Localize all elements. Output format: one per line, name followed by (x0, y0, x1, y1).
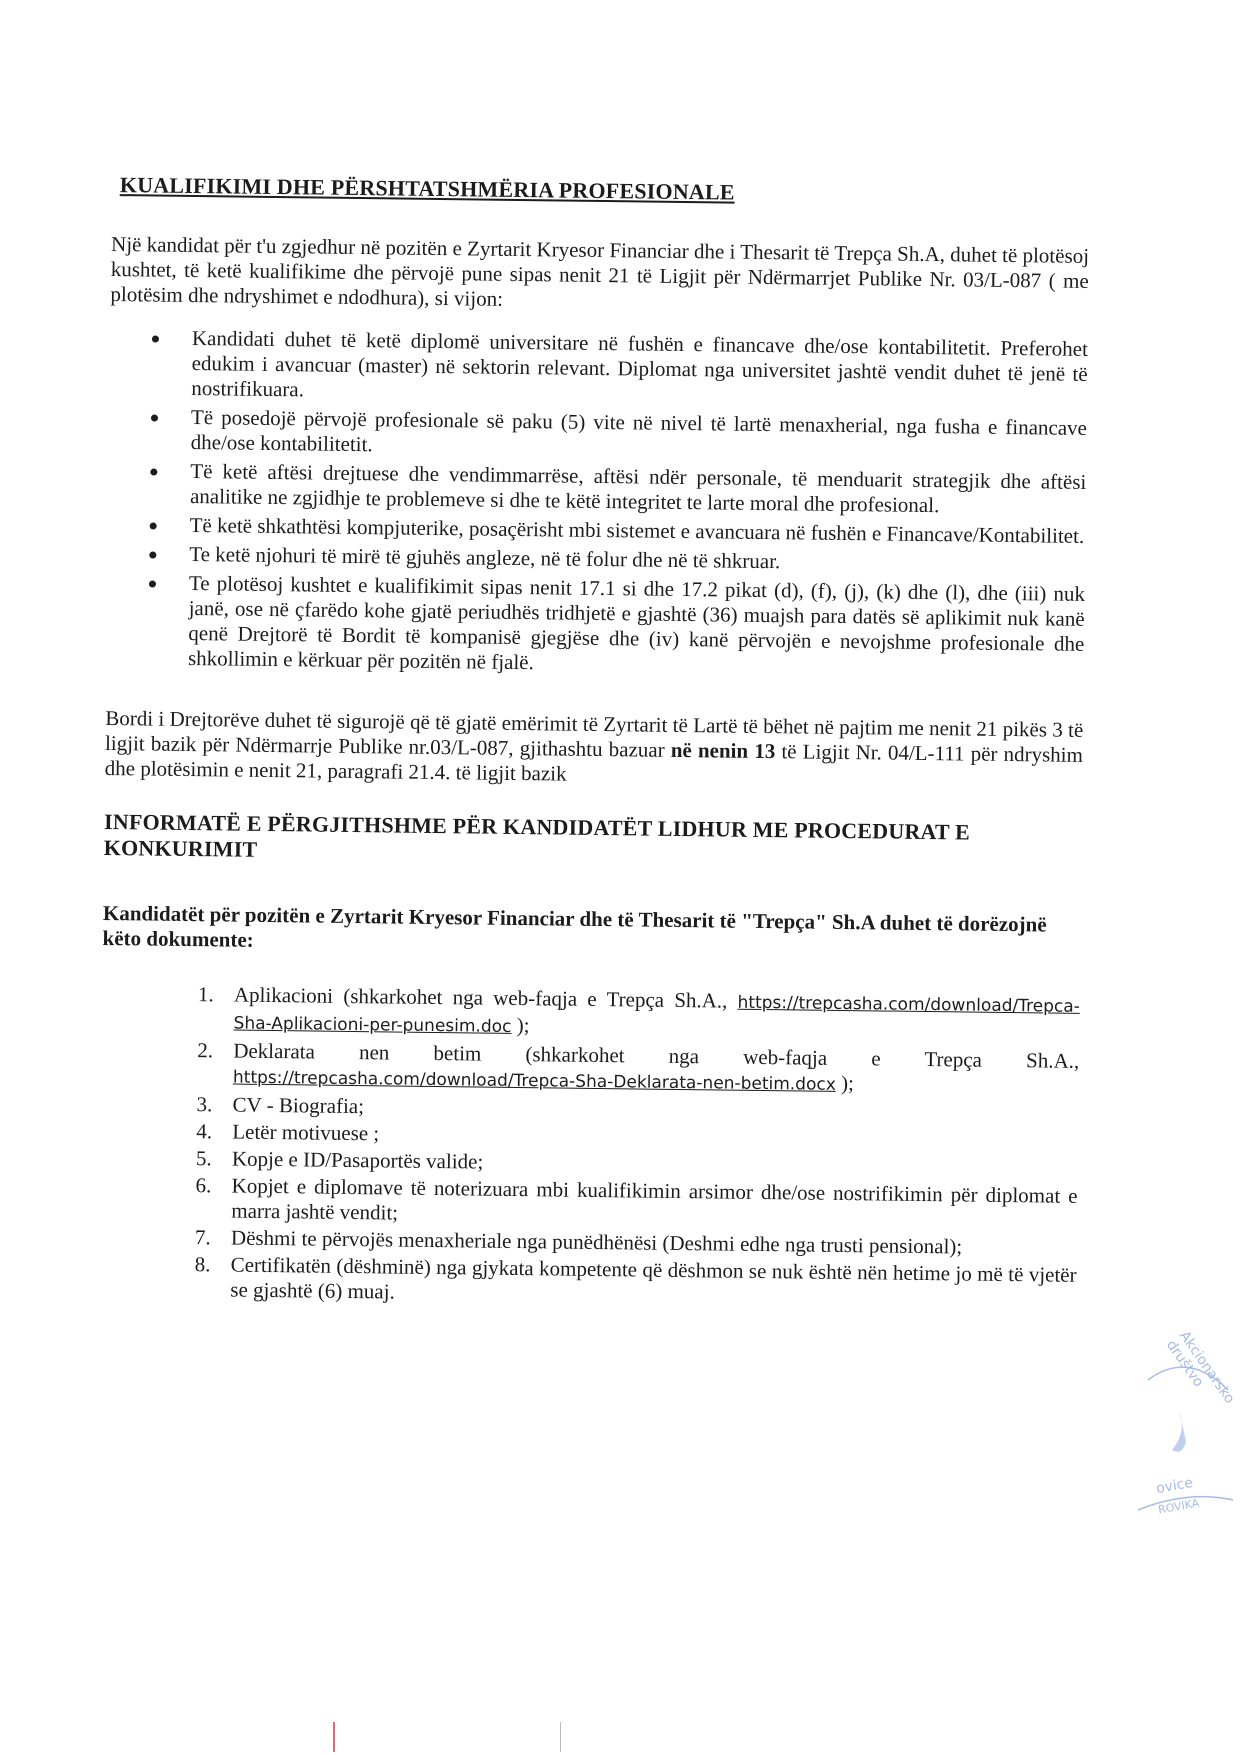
requirement-text: Kandidati duhet të ketë diplomë universitare në fushën e financave dhe/ose kontabilitetit. Preferohet edukim i avancuar (master) në sektorin relevant. Diplomat nga universitet jashtë vendit duhet të jenë të nostrifikuara. (191, 325, 1089, 402)
item-number: 2. (197, 1038, 214, 1063)
intro-paragraph: Një kandidat për t'u zgjedhur në pozitën e Zyrtarit Kryesor Financiar dhe i Thesarit të Trepça Sh.A, duhet të plotësoj kushtet, të ketë kualifikime dhe përvojë pune sipas nenit 21 të Ligjit për Ndërmarrjet Publike Nr. 03/L-087 ( me plotësim dhe ndryshimet e ndodhura), si vijon: (110, 231, 1090, 311)
requirement-text: Të ketë shkathtësi kompjuterike, posaçërisht mbi sistemet e avancuara në fushën e Financave/Kontabilitet. (189, 512, 1085, 548)
bullet-icon (150, 522, 157, 529)
item-text: Kopjet e diplomave të noterizuara mbi kualifikimin arsimor dhe/ose nostrifikimin për diplomat e marra jashtë vendit; (231, 1173, 1078, 1225)
item-text: Aplikacioni (shkarkohet nga web-faqja e Trepça Sh.A., (233, 982, 738, 1013)
company-stamp (1128, 1328, 1238, 1520)
stamp-text-bottom: ovice (1154, 1474, 1195, 1498)
stamp-text-top: Akcionarsko društvo (1162, 1328, 1238, 1407)
bullet-icon (149, 551, 156, 558)
item-number: 4. (196, 1119, 213, 1144)
requirement-text: Të ketë aftësi drejtuese dhe vendimmarrëse, aftësi ndër personale, të menduarit strategjik dhe aftësi analitike ne zgjidhje te problemeve si dhe te këtë integritet te larte moral dhe profesional. (189, 458, 1087, 518)
item-number: 3. (196, 1092, 213, 1117)
document-body (98, 172, 1090, 1315)
requirement-text: Të posedojë përvojë profesionale së paku (5) vite në nivel të lartë menaxherial, nga fusha e financave dhe/ose kontabilitetit. (190, 404, 1088, 457)
requirement-text: Te plotësoj kushtet e kualifikimit sipas nenit 17.1 si dhe 17.2 pikat (d), (f), (j), (k) dhe (l), dhe (iii) nuk janë, ose në çfarëdo kohe gjatë periudhës tridhjetë e gjashtë (36) muajsh para datës së aplikimit nuk kanë qenë Drejtorë të Bordit të kompanisë gjegjëse dhe (iv) kanë përvojën e nevojshme profesionale dhe shkollimin e kërkuar për pozitën në fjalë. (187, 570, 1086, 675)
item-text: CV - Biografia; (232, 1092, 365, 1119)
list-item (195, 1173, 1078, 1234)
bullet-icon (149, 580, 156, 587)
list-item (191, 405, 1088, 466)
list-item (191, 326, 1088, 412)
item-tail: ); (511, 1012, 530, 1038)
bullet-icon (150, 468, 157, 475)
documents-intro: Kandidatët për pozitën e Zyrtarit Kryesor Financiar dhe të Thesarit të "Trepça" Sh.A duhet të dorëzojnë këto dokumente: (102, 900, 1047, 952)
item-text: Dëshmi te përvojës menaxheriale nga punëdhënësi (Deshmi edhe nga trusti pensional); (230, 1225, 963, 1259)
board-bold-ref: në nenin 13 (670, 737, 776, 764)
item-number: 5. (195, 1146, 212, 1171)
board-paragraph (105, 706, 1084, 793)
margin-mark (560, 1722, 561, 1752)
requirements-list (106, 325, 1088, 682)
item-number: 7. (194, 1225, 211, 1250)
list-item (190, 459, 1087, 520)
board-text-end: të Ligjit Nr. 04/L-111 për ndryshim dhe plotësimin e nenit 21, paragrafi 21.4. të ligjit bazik (104, 739, 1084, 786)
list-item (197, 1038, 1080, 1101)
item-tail: ); (835, 1070, 855, 1096)
item-text: Kopje e ID/Pasaportës valide; (231, 1146, 484, 1174)
item-number: 8. (194, 1252, 211, 1277)
item-number: 6. (195, 1173, 212, 1198)
item-text: Certifikatën (dëshminë) nga gjykata kompetente që dëshmon se nuk është nën hetime jo më të vjetër se gjashtë (6) muaj. (230, 1252, 1077, 1304)
item-number: 1. (197, 982, 214, 1007)
download-link[interactable]: https://trepcasha.com/download/Trepca-Sha-Aplikacioni-per-punesim.doc (233, 992, 1080, 1037)
item-text: Deklarata nen betim (shkarkohet nga web-faqja e Trepça Sh.A., (233, 1038, 1080, 1073)
list-item (188, 571, 1085, 682)
download-link[interactable]: https://trepcasha.com/download/Trepca-Sha-Deklarata-nen-betim.docx (232, 1067, 836, 1095)
qualifications-heading: KUALIFIKIMI DHE PËRSHTATSHMËRIA PROFESIONALE (119, 172, 735, 205)
bullet-icon (152, 336, 159, 343)
stamp-text-bottom-2: ROVIKA (1157, 1496, 1201, 1517)
requirement-text: Te ketë njohuri të mirë të gjuhës angleze, në të folur dhe në të shkruar. (189, 541, 781, 574)
list-item (197, 982, 1080, 1047)
board-text: Bordi i Drejtorëve duhet të sigurojë që të gjatë emërimit të Zyrtarit të Lartë të bëhet në pajtim me nenit 21 pikës 3 të ligjit bazik për Ndërmarrje Publike nr.03/L-087, gjithashtu bazuar (104, 705, 1084, 762)
list-item (194, 1252, 1077, 1313)
item-text: Letër motivuese ; (232, 1119, 380, 1146)
documents-list (98, 981, 1080, 1313)
bullet-icon (151, 414, 158, 421)
margin-mark (333, 1722, 335, 1752)
info-heading: INFORMATË E PËRGJITHSHME PËR KANDIDATËT LIDHUR ME PROCEDURAT E KONKURIMIT (103, 808, 971, 862)
